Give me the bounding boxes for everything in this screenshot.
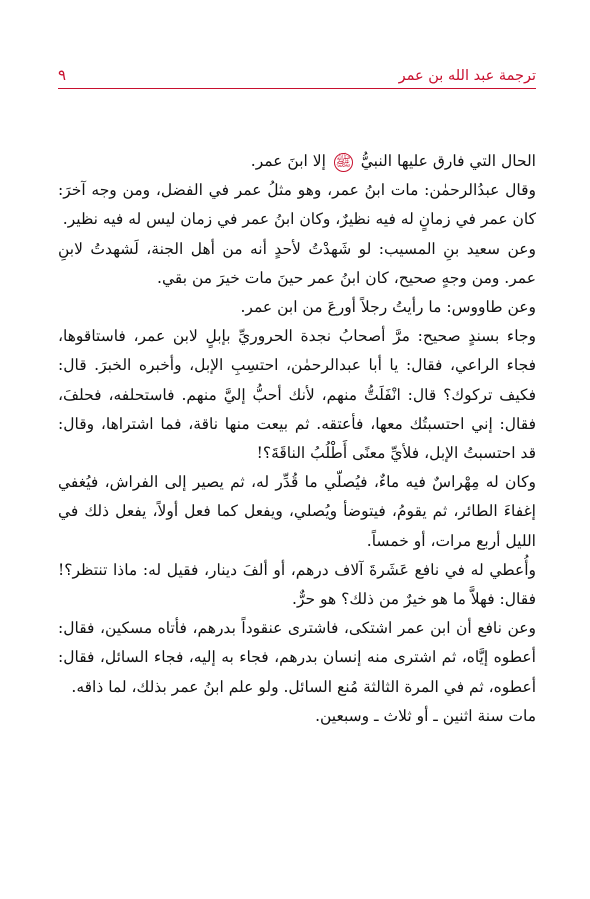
page-number: ٩ xyxy=(58,66,67,84)
paragraph-6: وكان له مِهْراسٌ فيه ماءٌ، فيُصلّي ما قُدِّر له، ثم يصير إلى الفراش، فيُغفي إغفاءَ الطائر، ثم يقومُ، فيتوضأ ويُصلي، ويفعل كما فعل أولاً، يفعل ذلك في الليل أربع مرات، أو خمساً. xyxy=(58,473,536,550)
paragraph-8: وعن نافع أن ابن عمر اشتكى، فاشترى عنقوداً بدرهم، فأتاه مسكين، فقال: أعطوه إيَّاه، ثم اشترى منه إنسان بدرهم، فجاء به إليه، فجاء السائل، فقال: أعطوه، ثم في المرة الثالثة مُنع السائل. ولو علم ابنُ عمر بذلك، لما ذاقه. xyxy=(58,619,536,696)
page-header xyxy=(58,66,536,89)
paragraph-1-after: إلا ابنَ عمر. xyxy=(250,152,326,170)
paragraph-3: وعن سعيد بنِ المسيب: لو شَهدْتُ لأحدٍ أنه من أهل الجنة، لَشهدتُ لابنِ عمر. ومن وجهٍ صحيح، كان ابنُ عمر حينَ مات خيرَ من بقي. xyxy=(58,239,536,287)
paragraph-4: وعن طاووس: ما رأيتُ رجلاً أورعَ من ابن عمر. xyxy=(240,298,536,317)
paragraph-7: وأُعطي له في نافع عَشَرةَ آلاف درهم، أو ألفَ دينار، فقيل له: ماذا تنتظر؟! فقال: فهلاَّ ما هو خيرٌ من ذلك؟ هو حرٌّ. xyxy=(58,560,536,609)
salla-allahu-alayhi-wasallam-seal-icon: ﷺ xyxy=(335,154,352,170)
paragraph-1 xyxy=(58,147,536,176)
running-title: ترجمة عبد الله بن عمر xyxy=(398,68,536,84)
paragraph-9: مات سنة اثنين ـ أو ثلاث ـ وسبعين. xyxy=(315,706,536,725)
paragraph-5: وجاء بسندٍ صحيح: مرَّ أصحابُ نجدة الحروريِّ بإبلٍ لابن عمر، فاستاقوها، فجاء الراعي، فقال: يا أبا عبدالرحمٰن، احتسِبِ الإبل، وأخبره الخبرَ. قال: فكيف تركوك؟ قال: انْفَلَتُّ منهم، لأنك أحبُّ إليَّ منهم. فاستحلفه، فحلفَ، فقال: إني احتسبتُك معها، فأعتقه. ثم بيعت منها ناقة، فما اشتراها، وقال: قد احتسبتُ الإبل، فلأيِّ معنًى أَطْلُبُ الناقَةَ؟! xyxy=(58,327,536,463)
page-body xyxy=(58,147,536,731)
paragraph-2: وقال عبدُالرحمٰن: مات ابنُ عمر، وهو مثلُ عمر في الفضل، ومن وجه آخرَ: كان عمر في زمانٍ له فيه نظيرٌ، وكان ابنُ عمر في زمان ليس له فيه نظير. xyxy=(58,181,536,229)
paragraph-1-before: الحال التي فارق عليها النبيُّ xyxy=(360,152,536,170)
